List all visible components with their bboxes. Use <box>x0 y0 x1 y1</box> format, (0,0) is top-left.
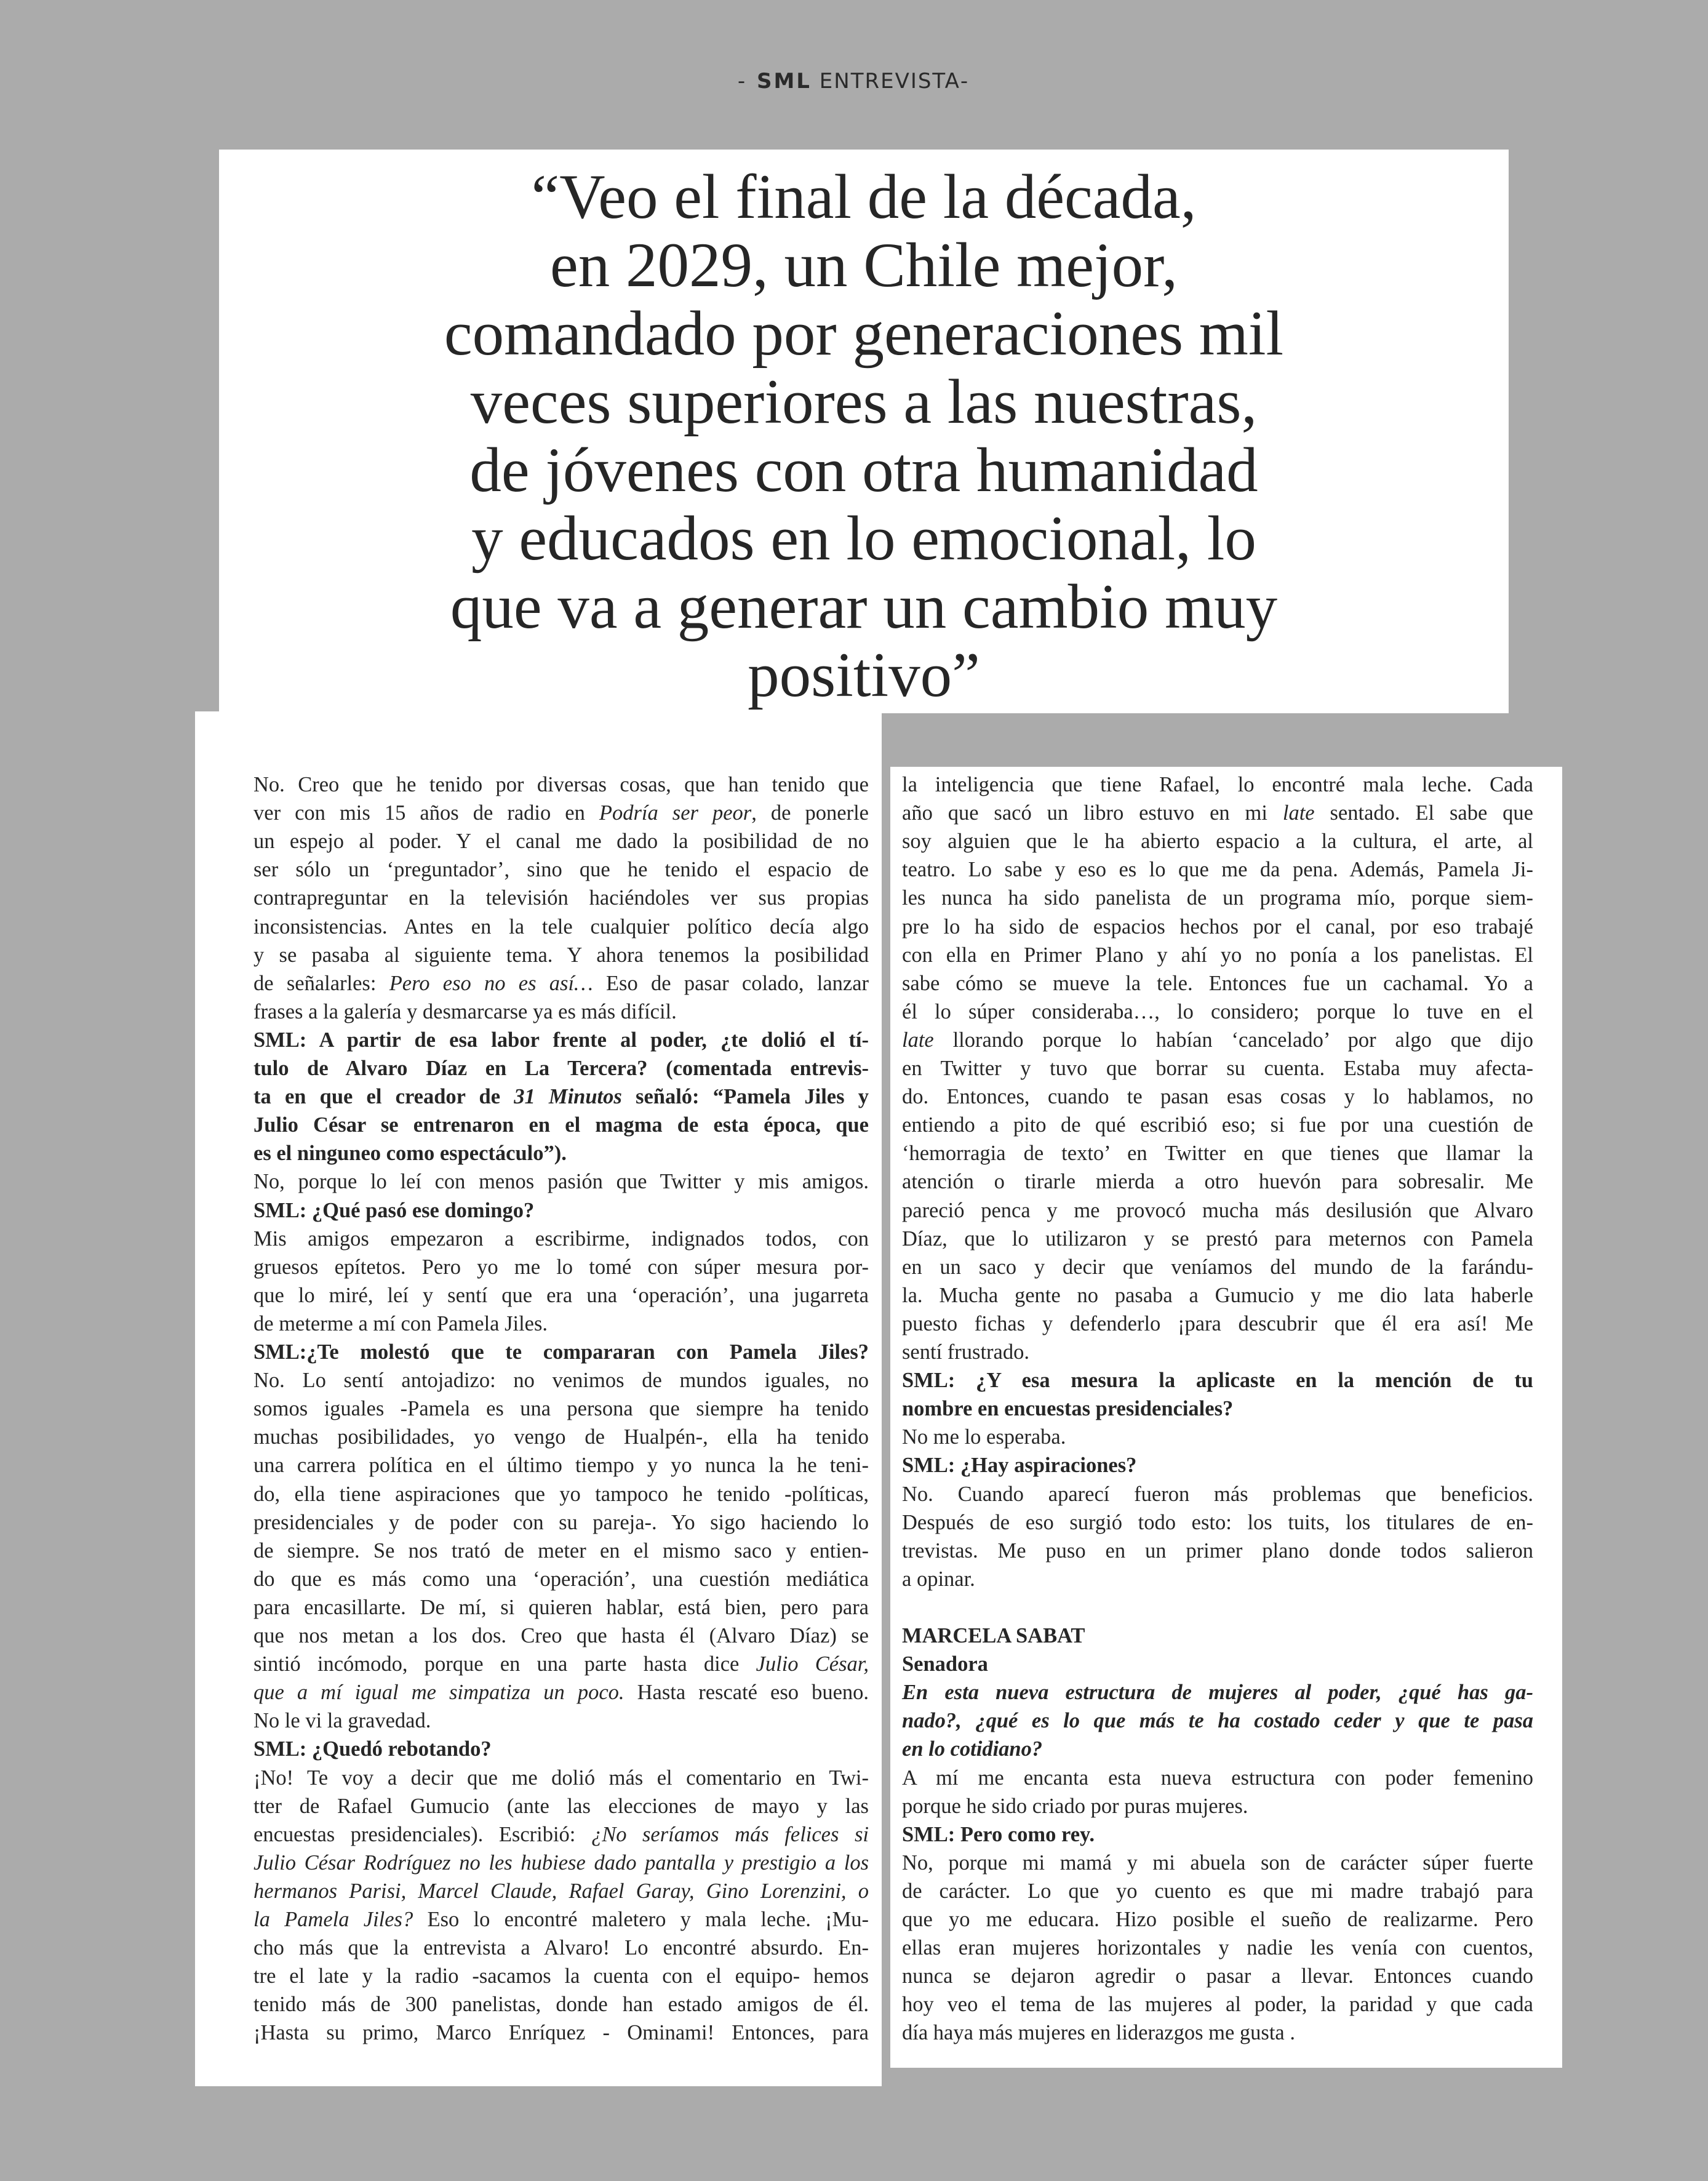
text-run: No. Creo que he tenido por diversas cosas, que han tenido que <box>253 773 869 796</box>
text-run: cho más que la entrevista a Alvaro! Lo encontré absurdo. En- <box>253 1936 869 1960</box>
text-run: les nunca ha sido panelista de un programa mío, porque siem- <box>902 886 1533 910</box>
text-run: contrapreguntar en la televisión haciéndoles ver sus propias <box>253 886 869 910</box>
text-run: Eso de pasar colado, lanzar <box>593 971 869 995</box>
quote-line: en 2029, un Chile mejor, <box>550 230 1178 300</box>
text-line <box>253 941 869 969</box>
text-run: frases a la galería y desmarcarse ya es más difícil. <box>253 999 677 1023</box>
text-line <box>902 1849 1533 1877</box>
text-run: para encasillarte. De mí, si quieren hablar, está bien, pero para <box>253 1595 869 1619</box>
text-run: en Twitter y tuvo que borrar su cuenta. Estaba muy afecta- <box>902 1057 1533 1080</box>
article-column-left <box>195 711 882 2086</box>
text-run: Podría ser peor <box>599 801 752 825</box>
text-line <box>253 1196 869 1225</box>
text-run: que nos metan a los dos. Creo que hasta él (Alvaro Díaz) se <box>253 1624 869 1647</box>
text-run: trevistas. Me puso en un primer plano donde todos salieron <box>902 1539 1533 1563</box>
text-run: Mis amigos empezaron a escribirme, indignados todos, con <box>253 1227 869 1251</box>
pull-quote <box>219 163 1509 710</box>
text-run: presidenciales y de poder con su pareja-. Yo sigo haciendo lo <box>253 1510 869 1534</box>
text-line <box>253 1451 869 1479</box>
text-line <box>902 1366 1533 1395</box>
text-line <box>253 1281 869 1310</box>
text-line <box>253 855 869 884</box>
text-run: SML: ¿Y esa mesura la aplicaste en la mención de tu <box>902 1369 1533 1393</box>
text-line <box>253 1054 869 1082</box>
text-run: , de ponerle <box>751 801 869 825</box>
text-line <box>902 1764 1533 1792</box>
text-line <box>253 998 869 1026</box>
text-line <box>902 1281 1533 1310</box>
text-line <box>253 1508 869 1537</box>
text-run: somos iguales -Pamela es una persona que siempre ha tenido <box>253 1397 869 1421</box>
text-line <box>253 1310 869 1338</box>
text-line <box>253 884 869 912</box>
text-run: la inteligencia que tiene Rafael, lo encontré mala leche. Cada <box>902 773 1533 796</box>
text-run: pre lo ha sido de espacios hechos por el canal, por eso trabajé <box>902 914 1533 938</box>
text-line <box>902 1480 1533 1508</box>
text-run: tulo de Alvaro Díaz en La Tercera? (comentada entrevis- <box>253 1057 869 1080</box>
text-run: de meterme a mí con Pamela Jiles. <box>253 1311 548 1335</box>
text-run: ellas eran mujeres horizontales y nadie les venía con cuentos, <box>902 1936 1533 1960</box>
text-run: SML:¿Te molestó que te compararan con Pamela Jiles? <box>253 1340 869 1364</box>
text-run: pareció penca y me provocó mucha más desilusión que Alvaro <box>902 1198 1533 1222</box>
text-line <box>253 1990 869 2019</box>
text-line <box>902 1820 1533 1849</box>
text-run: año que sacó un libro estuvo en mi <box>902 801 1283 825</box>
text-run: Julio César se entrenaron en el magma de esta época, que <box>253 1113 869 1137</box>
text-run: do que es más como una ‘operación’, una cuestión mediática <box>253 1567 869 1591</box>
article-column-right <box>890 767 1562 2068</box>
text-run: de siempre. Se nos trató de meter en el mismo saco y entien- <box>253 1539 869 1563</box>
text-line <box>253 1082 869 1111</box>
header-dash-left: - <box>737 69 757 94</box>
text-line <box>253 1423 869 1451</box>
text-line <box>902 2019 1533 2047</box>
text-line <box>902 998 1533 1026</box>
text-run: No, porque mi mamá y mi abuela son de carácter súper fuerte <box>902 1851 1533 1875</box>
text-run: ¡No! Te voy a decir que me dolió más el comentario en Twi- <box>253 1766 869 1790</box>
text-run: con ella en Primer Plano y ahí yo no ponía a los panelistas. El <box>902 943 1533 967</box>
text-line <box>902 1650 1533 1678</box>
text-line <box>253 1877 869 1905</box>
text-line <box>902 1111 1533 1139</box>
text-run: es el ninguneo como espectáculo”). <box>253 1142 567 1166</box>
text-run: la Pamela Jiles? <box>253 1908 413 1931</box>
text-run: Julio César, <box>756 1652 869 1676</box>
text-line <box>902 1537 1533 1565</box>
pull-quote-box <box>219 150 1509 713</box>
text-run: Díaz, que lo utilizaron y se prestó para meternos con Pamela <box>902 1227 1533 1251</box>
text-run: Después de eso surgió todo esto: los tuits, los titulares de en- <box>902 1510 1533 1534</box>
text-line <box>902 1196 1533 1225</box>
text-run: Julio César Rodríguez no les hubiese dado pantalla y prestigio a los <box>253 1851 869 1875</box>
text-line <box>902 1167 1533 1196</box>
text-run: No, porque lo leí con menos pasión que Twitter y mis amigos. <box>253 1170 869 1194</box>
text-run: No. Cuando aparecí fueron más problemas que beneficios. <box>902 1482 1533 1506</box>
text-line <box>902 1310 1533 1338</box>
text-line <box>253 1764 869 1792</box>
text-run: inconsistencias. Antes en la tele cualquier político decía algo <box>253 914 869 938</box>
text-run: SML: A partir de esa labor frente al poder, ¿te dolió el tí- <box>253 1028 869 1052</box>
text-line <box>253 1849 869 1877</box>
text-line <box>253 1225 869 1253</box>
text-run: a opinar. <box>902 1567 975 1591</box>
text-run: nunca se dejaron agredir o pasar a llevar. Entonces cuando <box>902 1964 1533 1988</box>
text-run: late <box>1282 801 1315 825</box>
text-line <box>253 1565 869 1593</box>
text-line <box>902 770 1533 799</box>
text-line <box>902 1338 1533 1366</box>
text-line <box>902 855 1533 884</box>
text-run: un espejo al poder. Y el canal me dado la posibilidad de no <box>253 830 869 854</box>
text-line <box>902 1395 1533 1423</box>
text-line <box>253 913 869 941</box>
text-run: muchas posibilidades, yo vengo de Hualpén-, ella ha tenido <box>253 1425 869 1449</box>
text-line <box>902 1054 1533 1082</box>
text-run: ¿No seríamos más felices si <box>591 1822 869 1846</box>
text-line <box>253 1962 869 1990</box>
text-run: atención o tirarle mierda a otro huevón para sobresalir. Me <box>902 1170 1533 1194</box>
text-line <box>902 1877 1533 1905</box>
text-line <box>253 1253 869 1281</box>
text-run: y se pasaba al siguiente tema. Y ahora tenemos la posibilidad <box>253 943 869 967</box>
text-run: No me lo esperaba. <box>902 1425 1066 1449</box>
quote-line: y educados en lo emocional, lo <box>471 503 1256 574</box>
text-line <box>902 1962 1533 1990</box>
text-line <box>253 1934 869 1962</box>
text-line <box>253 2019 869 2047</box>
text-run: do. Entonces, cuando te pasan esas cosas y lo hablamos, no <box>902 1085 1533 1109</box>
text-run: que lo miré, leí y sentí que era una ‘operación’, una jugarreta <box>253 1283 869 1307</box>
section-label: ENTREVISTA <box>811 69 960 94</box>
text-line <box>253 969 869 998</box>
text-line <box>902 1451 1533 1479</box>
text-run: A mí me encanta esta nueva estructura con poder femenino <box>902 1766 1533 1790</box>
text-line <box>902 1565 1533 1593</box>
text-line <box>253 1338 869 1366</box>
text-line <box>253 1905 869 1934</box>
text-line <box>253 799 869 827</box>
text-run: ver con mis 15 años de radio en <box>253 801 599 825</box>
text-run: SML: Pero como rey. <box>902 1822 1095 1846</box>
text-line <box>902 1026 1533 1054</box>
text-line <box>902 1622 1533 1650</box>
text-line <box>253 1678 869 1707</box>
quote-line: que va a generar un cambio muy <box>450 572 1278 642</box>
text-line <box>902 941 1533 969</box>
text-run: porque he sido criado por puras mujeres. <box>902 1794 1248 1818</box>
text-line <box>902 884 1533 912</box>
text-run: SML: ¿Qué pasó ese domingo? <box>253 1198 535 1222</box>
header-dash-right: - <box>960 69 971 94</box>
text-line <box>902 1225 1533 1253</box>
text-line <box>253 1111 869 1139</box>
text-run: sentí frustrado. <box>902 1340 1029 1364</box>
text-run: 31 Minutos <box>514 1085 622 1109</box>
text-line <box>253 1026 869 1054</box>
text-line <box>902 1990 1533 2019</box>
text-run: encuestas presidenciales). Escribió: <box>253 1822 591 1846</box>
text-run: de carácter. Lo que yo cuento es que mi madre trabajó para <box>902 1879 1533 1903</box>
text-run: ¡Hasta su primo, Marco Enríquez - Ominami! Entonces, para <box>253 2021 869 2045</box>
quote-line: comandado por generaciones mil <box>444 298 1284 369</box>
text-run: ‘hemorragia de texto’ en Twitter en que tienes que llamar la <box>902 1142 1533 1166</box>
text-line <box>253 1139 869 1167</box>
text-line <box>902 1253 1533 1281</box>
text-run: en lo cotidiano? <box>902 1737 1043 1761</box>
text-run: sintió incómodo, porque en una parte hasta dice <box>253 1652 756 1676</box>
text-line <box>253 1167 869 1196</box>
quote-line: de jóvenes con otra humanidad <box>469 435 1258 505</box>
text-line <box>902 799 1533 827</box>
text-line <box>253 827 869 855</box>
text-line <box>902 1508 1533 1537</box>
text-run: ta en que el creador de <box>253 1085 514 1109</box>
text-run: la. Mucha gente no pasaba a Gumucio y me dio lata haberle <box>902 1283 1533 1307</box>
text-run: gruesos epítetos. Pero yo me lo tomé con súper mesura por- <box>253 1255 869 1279</box>
text-line <box>253 1366 869 1395</box>
text-run: teatro. Lo sabe y eso es lo que me da pena. Además, Pamela Ji- <box>902 858 1533 882</box>
text-run: Hasta rescaté eso bueno. <box>624 1681 869 1705</box>
text-run: late <box>902 1028 934 1052</box>
text-line <box>902 1707 1533 1735</box>
text-line <box>902 1139 1533 1167</box>
text-line <box>902 1905 1533 1934</box>
text-run: de señalarles: <box>253 971 389 995</box>
text-run: SML: ¿Hay aspiraciones? <box>902 1454 1137 1478</box>
quote-line: veces superiores a las nuestras, <box>470 367 1258 437</box>
text-run: que a mí igual me simpatiza un poco. <box>253 1681 625 1705</box>
text-run: sabe cómo se mueve la tele. Entonces fue un cachamal. Yo a <box>902 971 1533 995</box>
text-run: puesto fichas y defenderlo ¡para descubrir que él era así! Me <box>902 1311 1533 1335</box>
text-run: una carrera política en el último tiempo y yo nunca la he teni- <box>253 1454 869 1478</box>
text-run: entiendo a pito de qué escribió eso; si fue por una cuestión de <box>902 1113 1533 1137</box>
text-line <box>253 1650 869 1678</box>
text-run: llorando porque lo habían ‘cancelado’ por algo que dijo <box>933 1028 1533 1052</box>
text-line <box>253 1820 869 1849</box>
text-run: nombre en encuestas presidenciales? <box>902 1397 1234 1421</box>
text-line <box>902 1678 1533 1707</box>
text-line <box>902 1792 1533 1820</box>
text-line <box>253 1707 869 1735</box>
text-run: hoy veo el tema de las mujeres al poder, la paridad y que cada <box>902 1993 1533 2017</box>
text-run: Senadora <box>902 1652 988 1676</box>
text-run: día haya más mujeres en liderazgos me gusta . <box>902 2021 1295 2045</box>
text-line <box>902 969 1533 998</box>
text-run: nado?, ¿qué es lo que más te ha costado ceder y que te pasa <box>902 1709 1533 1733</box>
text-run: Pero eso no es así… <box>389 971 593 995</box>
text-line <box>902 913 1533 941</box>
text-run: tter de Rafael Gumucio (ante las elecciones de mayo y las <box>253 1794 869 1818</box>
text-run: sentado. El sabe que <box>1314 801 1533 825</box>
text-line <box>253 770 869 799</box>
text-run: Eso lo encontré maletero y mala leche. ¡Mu- <box>413 1908 869 1931</box>
text-run: soy alguien que le ha abierto espacio a la cultura, el arte, al <box>902 830 1533 854</box>
text-line <box>902 827 1533 855</box>
text-line <box>253 1480 869 1508</box>
text-line <box>253 1622 869 1650</box>
text-line <box>902 1423 1533 1451</box>
text-run: En esta nueva estructura de mujeres al poder, ¿qué has ga- <box>902 1681 1533 1705</box>
quote-line: positivo” <box>748 640 980 710</box>
text-run: señaló: “Pamela Jiles y <box>621 1085 869 1109</box>
text-line <box>902 1735 1533 1763</box>
text-run: No le vi la gravedad. <box>253 1709 431 1733</box>
text-run: No. Lo sentí antojadizo: no venimos de mundos iguales, no <box>253 1369 869 1393</box>
text-line <box>253 1792 869 1820</box>
text-run: do, ella tiene aspiraciones que yo tampoco he tenido -políticas, <box>253 1482 869 1506</box>
section-header <box>0 69 1708 94</box>
text-line <box>902 1082 1533 1111</box>
text-run: tre el late y la radio -sacamos la cuenta con el equipo- hemos <box>253 1964 869 1988</box>
quote-line: “Veo el final de la década, <box>531 162 1197 232</box>
text-line <box>902 1934 1533 1962</box>
text-line <box>253 1395 869 1423</box>
text-line <box>253 1537 869 1565</box>
text-run: él lo súper consideraba…, lo considero; porque lo tuve en el <box>902 999 1533 1023</box>
text-run: MARCELA SABAT <box>902 1624 1085 1647</box>
text-run: SML: ¿Quedó rebotando? <box>253 1737 492 1761</box>
text-run: en un saco y decir que veníamos del mundo de la farándu- <box>902 1255 1533 1279</box>
magazine-brand: SML <box>756 69 812 94</box>
text-line <box>253 1735 869 1763</box>
text-run: que yo me educara. Hizo posible el sueño de realizarme. Pero <box>902 1908 1533 1931</box>
text-run: hermanos Parisi, Marcel Claude, Rafael Garay, Gino Lorenzini, o <box>253 1879 869 1903</box>
text-run: tenido más de 300 panelistas, donde han estado amigos de él. <box>253 1993 869 2017</box>
text-run: ser sólo un ‘preguntador’, sino que he tenido el espacio de <box>253 858 869 882</box>
text-line <box>253 1593 869 1622</box>
